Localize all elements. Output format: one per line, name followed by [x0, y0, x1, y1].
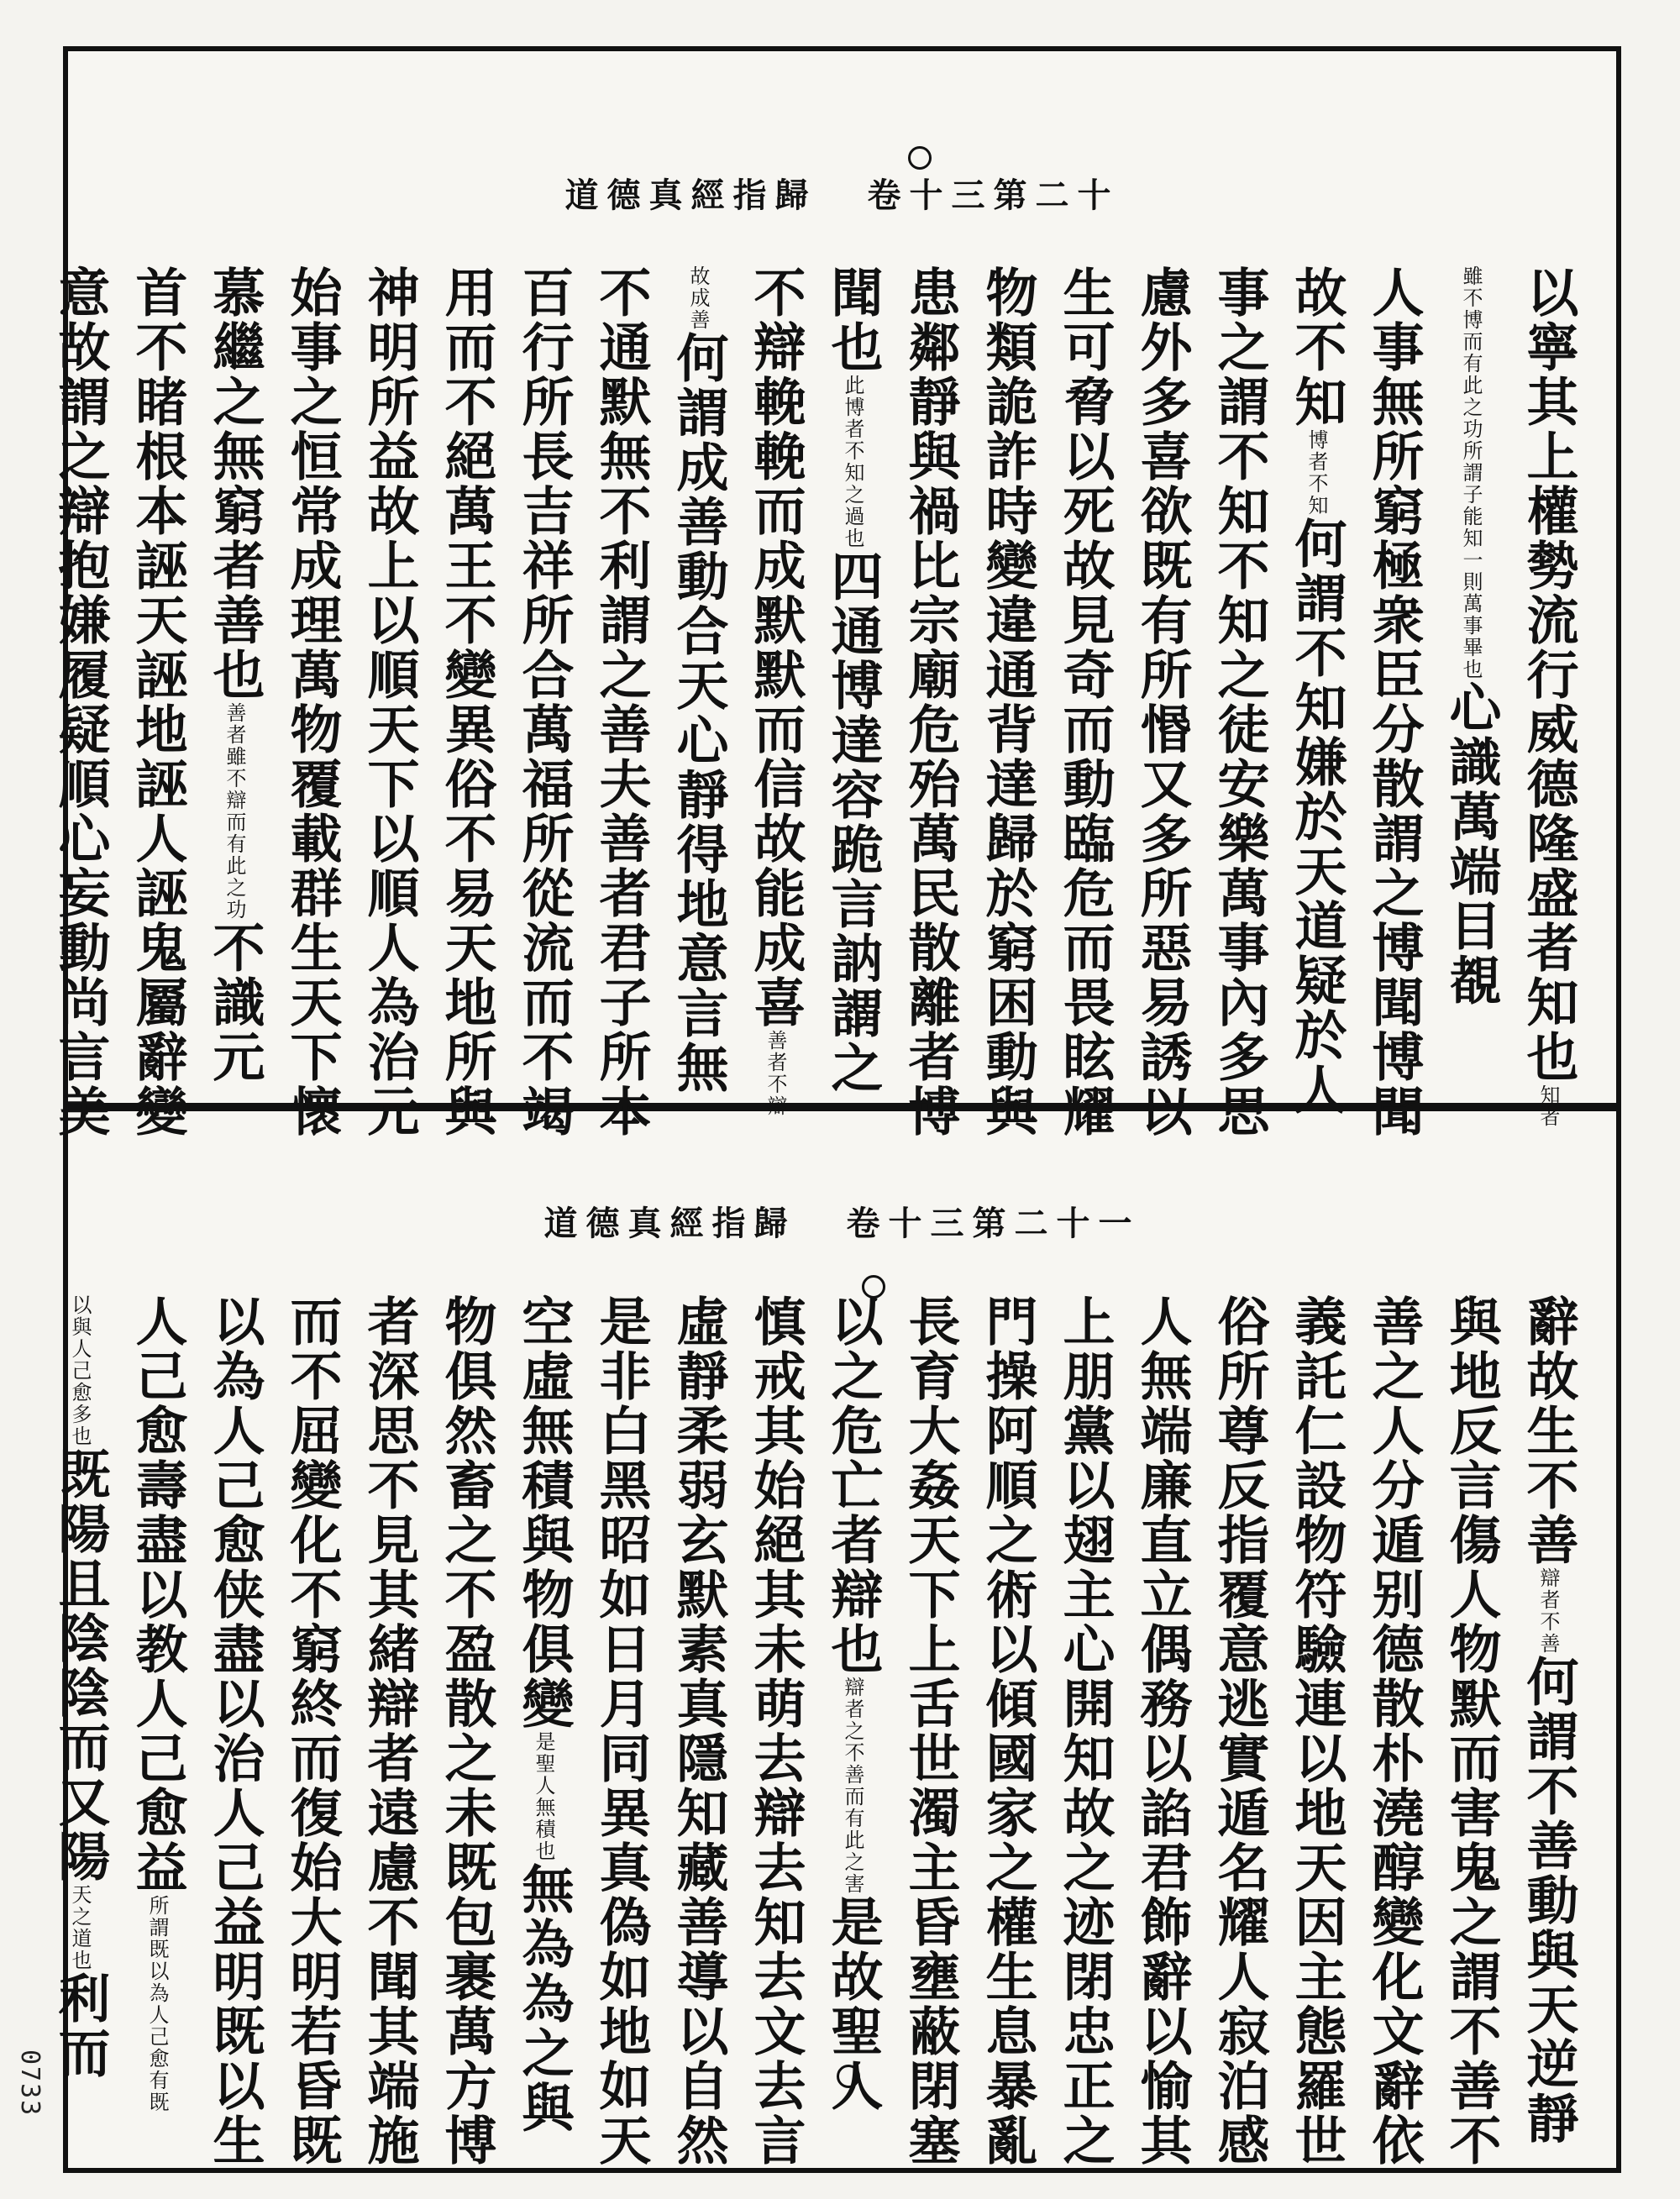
column-text: 用而不絕萬王不變異俗不易天地所與 — [436, 265, 497, 1139]
column-text: 俗所尊反指覆意逃實遁名耀人寂泊感 — [1209, 1294, 1270, 2168]
top-header — [68, 169, 1616, 217]
text-column — [186, 265, 265, 1084]
top-panel — [50, 51, 1616, 1139]
column-text: 不通默無不利謂之善夫善者君子所本 — [591, 265, 652, 1139]
column-text: 四通博達容跪言訥謂之 — [822, 549, 884, 1095]
text-column — [882, 1294, 961, 2168]
column-text: 以為人己愈侠盡以治人己益明既以生 — [204, 1294, 265, 2168]
top-header-title: 道德真經指歸 — [564, 176, 817, 215]
column-text: 人事無所窮極衆臣分散謂之博聞博聞 — [1363, 265, 1425, 1139]
text-column — [186, 1294, 265, 2168]
column-text: 何謂不知嫌於天道疑於人 — [1286, 517, 1347, 1117]
text-column — [1114, 265, 1193, 1139]
column-text: 無為為之與 — [513, 1862, 575, 2135]
circle-mark — [908, 146, 932, 170]
page-number: 0733 — [15, 2049, 45, 2118]
column-text: 百行所長吉祥所合萬福所從流而不竭 — [513, 265, 575, 1139]
bottom-header-volume: 卷十三第二十一 — [846, 1204, 1141, 1243]
column-annotation: 知者 — [1536, 1084, 1560, 1128]
column-text: 患鄰靜與禍比宗廟危殆萬民散離者博 — [900, 265, 961, 1139]
column-annotation: 善者雖不辯而有此之功 — [223, 702, 246, 921]
column-text: 空虛無積與物俱變 — [513, 1294, 575, 1731]
text-column — [727, 1294, 806, 2168]
text-column — [341, 265, 420, 1139]
column-text: 以之危亡者辯也 — [822, 1294, 884, 1677]
text-column — [650, 265, 729, 1095]
column-text: 虛靜柔弱玄默素真隱知藏善導以自然 — [668, 1294, 729, 2168]
text-column — [496, 265, 575, 1139]
text-column — [1114, 1294, 1193, 2168]
column-text: 上朋黨以翅主心開知故之迹閉忠正之 — [1054, 1294, 1116, 2168]
column-text: 首不睹根本誣天誣地誣人誣鬼屬辭變 — [127, 265, 188, 1139]
column-text: 是故聖人 — [822, 1895, 884, 2113]
column-text: 生可脅以死故見奇而動臨危而畏眩耀 — [1054, 265, 1116, 1139]
text-column — [32, 265, 111, 1139]
bottom-text-columns — [32, 1294, 1579, 2168]
text-column — [805, 1294, 884, 2134]
text-column — [1346, 1294, 1425, 2168]
text-column — [805, 265, 884, 1095]
column-text: 是非白黑昭如日月同異真偽如地如天 — [591, 1294, 652, 2168]
text-column — [727, 265, 806, 1117]
top-text-columns — [32, 265, 1579, 1139]
column-annotation: 此博者不知之過也 — [841, 375, 864, 549]
column-text: 長育大姦天下上舌世濁主昏壅蔽閉塞 — [900, 1294, 961, 2168]
bottom-panel — [50, 1111, 1616, 2168]
text-column — [573, 265, 652, 1139]
text-column — [882, 265, 961, 1139]
column-text: 始事之恒常成理萬物覆載群生天下懷 — [281, 265, 343, 1139]
text-column — [1268, 1294, 1347, 2168]
column-text: 義託仁設物符驗連以地天因主態羅世 — [1286, 1294, 1347, 2168]
column-text: 不辯輓輓而成默默而信故能成喜 — [745, 265, 806, 1030]
text-column — [1268, 265, 1347, 1117]
top-header-volume: 卷十三第二十 — [867, 176, 1120, 215]
text-column — [341, 1294, 420, 2168]
text-column — [264, 265, 343, 1139]
column-text: 意故謂之辯抱嫌履疑順心妄動尚言美 — [50, 265, 111, 1139]
text-column — [1423, 265, 1502, 1072]
text-column — [32, 1294, 111, 2134]
column-text: 辭故生不善 — [1518, 1294, 1579, 1567]
text-column — [1191, 265, 1270, 1139]
column-annotation: 善者不辯 — [764, 1030, 787, 1117]
column-annotation: 辯者不善 — [1536, 1567, 1560, 1655]
text-column — [1037, 265, 1116, 1139]
column-annotation: 以與人己愈多也 — [68, 1294, 92, 1447]
text-column — [496, 1294, 575, 2135]
column-text: 聞也 — [822, 265, 884, 375]
column-text: 不識元 — [204, 921, 265, 1084]
column-text: 慮外多喜欲既有所惽又多所惡易誘以 — [1131, 265, 1193, 1139]
text-column — [959, 265, 1038, 1139]
text-column — [1037, 1294, 1116, 2168]
text-column — [418, 265, 497, 1139]
column-annotation: 天之道也 — [68, 1884, 92, 1971]
text-column — [1500, 265, 1579, 1128]
text-column — [650, 1294, 729, 2168]
column-text: 何謂成善動合天心靜得地意言無 — [668, 331, 729, 1095]
text-column — [264, 1294, 343, 2168]
column-text: 與地反言傷人物默而害鬼之謂不善不 — [1441, 1294, 1502, 2168]
column-text: 事之謂不知不知之徒安樂萬事內多思 — [1209, 265, 1270, 1139]
column-text: 人己愈壽盡以教人己愈益 — [127, 1294, 188, 1895]
text-column — [418, 1294, 497, 2168]
column-text: 門操阿順之術以傾國家之權生息暴亂 — [977, 1294, 1038, 2168]
column-text: 善之人分遁别德散朴澆醇變化文辭依 — [1363, 1294, 1425, 2168]
text-column — [1500, 1294, 1579, 2146]
column-text: 利而 — [50, 1971, 111, 2081]
text-column — [109, 265, 188, 1139]
column-text: 慎戒其始絕其未萌去辯去知去文去言 — [745, 1294, 806, 2168]
column-text: 心識萬端目覩 — [1441, 680, 1502, 1008]
column-annotation: 故成善 — [686, 265, 710, 331]
column-annotation: 博者不知 — [1305, 429, 1328, 517]
column-annotation: 所謂既以為人己愈有既 — [145, 1895, 169, 2113]
column-annotation: 雖不博而有此之功所謂子能知一則萬事畢也 — [1459, 265, 1483, 680]
text-column — [1423, 1294, 1502, 2168]
column-text: 既陽且陰陰而又陽 — [50, 1447, 111, 1884]
column-text: 以寧其上權勢流行威德隆盛者知也 — [1518, 265, 1579, 1084]
column-text: 者深思不見其緒辯者遠慮不聞其端施 — [359, 1294, 420, 2168]
text-column — [109, 1294, 188, 2134]
column-text: 神明所益故上以順天下以順人為治元 — [359, 265, 420, 1139]
column-text: 故不知 — [1286, 265, 1347, 429]
text-column — [959, 1294, 1038, 2168]
text-column — [1191, 1294, 1270, 2168]
column-annotation: 是聖人無積也 — [532, 1731, 555, 1862]
column-annotation: 辯者之不善而有此之害 — [841, 1677, 864, 1895]
text-column — [573, 1294, 652, 2168]
column-text: 物俱然畜之不盈散之未既包裹萬方博 — [436, 1294, 497, 2168]
column-text: 物類詭詐時變違通背達歸於窮困動與 — [977, 265, 1038, 1139]
text-column — [1346, 265, 1425, 1139]
column-text: 人無端廉直立偶務以諂君飾辭以愉其 — [1131, 1294, 1193, 2168]
bottom-header-title: 道德真經指歸 — [543, 1204, 796, 1243]
column-text: 何謂不善動與天逆靜 — [1518, 1655, 1579, 2146]
bottom-header — [68, 1197, 1616, 1245]
column-text: 慕繼之無窮者善也 — [204, 265, 265, 702]
column-text: 而不屈變化不窮終而復始大明若昏既 — [281, 1294, 343, 2168]
